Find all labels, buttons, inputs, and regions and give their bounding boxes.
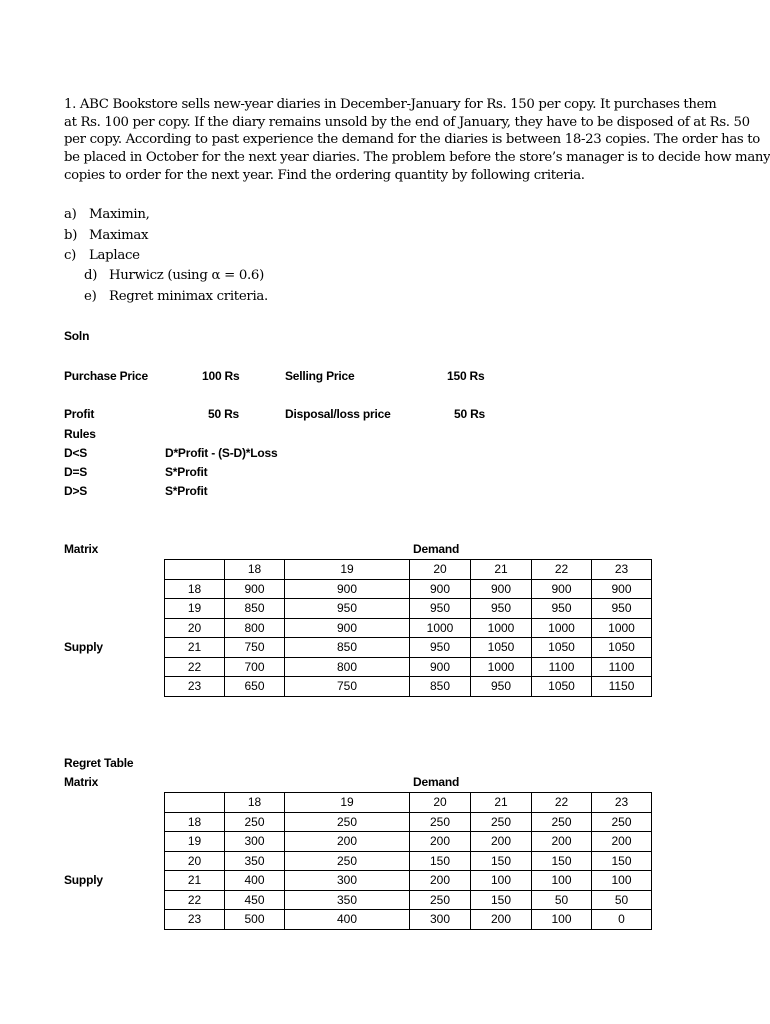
regret-table-title: Regret Table [64,756,134,770]
table-cell: 200 [410,871,471,891]
header-cell [165,793,225,813]
table-row [165,871,652,891]
table-cell: 100 [532,871,592,891]
table-cell: 850 [225,599,285,619]
table-row [165,890,652,910]
option-text: Maximax [89,228,149,243]
question-line: be placed in October for the next year diaries. The problem before the store’s manager is to decide how many [64,150,770,166]
table-row [165,657,652,677]
table-cell: 200 [592,832,652,852]
table-cell: 400 [225,871,285,891]
option-text: Maximin, [89,207,150,222]
option-a [64,207,150,222]
table-cell: 1150 [592,677,652,697]
selling-price-value: 150 Rs [447,369,485,383]
row-header-cell: 21 [165,871,225,891]
table-cell: 800 [225,618,285,638]
purchase-price-label: Purchase Price [64,369,148,383]
table-cell: 200 [285,832,410,852]
table-row [165,638,652,658]
table-cell: 100 [592,871,652,891]
table-cell: 150 [471,890,532,910]
profit-value: 50 Rs [208,407,240,421]
rules-heading: Rules [64,427,96,441]
header-cell: 23 [592,793,652,813]
header-cell: 23 [592,560,652,580]
table-cell: 750 [225,638,285,658]
row-header-cell: 20 [165,851,225,871]
table-cell: 1050 [532,638,592,658]
table-cell: 250 [471,812,532,832]
table-cell: 150 [592,851,652,871]
table-cell: 200 [471,910,532,930]
table-cell: 250 [532,812,592,832]
table-cell: 150 [471,851,532,871]
table-cell: 950 [285,599,410,619]
selling-price-label: Selling Price [285,369,355,383]
header-cell: 21 [471,793,532,813]
option-d [84,268,264,283]
rule-condition: D<S [64,446,88,460]
table-cell: 1000 [532,618,592,638]
row-header-cell: 21 [165,638,225,658]
header-cell [165,560,225,580]
question-paragraph [64,96,770,185]
header-cell: 18 [225,560,285,580]
table-cell: 350 [285,890,410,910]
table-cell: 750 [285,677,410,697]
table-cell: 250 [592,812,652,832]
demand-label: Demand [413,542,460,556]
table-row [165,618,652,638]
table-cell: 1100 [532,657,592,677]
disposal-price-value: 50 Rs [454,407,486,421]
header-cell: 22 [532,793,592,813]
question-line: copies to order for the next year. Find the ordering quantity by following criteria. [64,167,585,183]
table-cell: 1100 [592,657,652,677]
table-cell: 900 [532,579,592,599]
table-cell: 900 [471,579,532,599]
option-label: a) [64,207,77,222]
header-cell: 22 [532,560,592,580]
matrix-label: Matrix [64,775,99,789]
table-cell: 150 [532,851,592,871]
table-cell: 950 [410,638,471,658]
header-cell: 19 [285,793,410,813]
table-cell: 200 [410,832,471,852]
supply-label: Supply [64,873,103,887]
row-header-cell: 23 [165,910,225,930]
table-cell: 500 [225,910,285,930]
option-text: Laplace [89,248,140,263]
payoff-matrix-table [164,559,652,697]
table-cell: 700 [225,657,285,677]
table-row [165,812,652,832]
row-header-cell: 20 [165,618,225,638]
rule-formula: D*Profit - (S-D)*Loss [165,446,278,460]
supply-label: Supply [64,640,103,654]
option-b [64,228,148,243]
table-header-row [165,793,652,813]
rule-formula: S*Profit [165,484,208,498]
table-cell: 300 [285,871,410,891]
row-header-cell: 22 [165,890,225,910]
solution-heading: Soln [64,329,90,343]
header-cell: 20 [410,560,471,580]
header-cell: 18 [225,793,285,813]
table-cell: 350 [225,851,285,871]
demand-label: Demand [413,775,460,789]
rule-condition: D=S [64,465,88,479]
option-text: Hurwicz (using α = 0.6) [109,268,264,283]
table-cell: 950 [410,599,471,619]
table-cell: 850 [285,638,410,658]
table-cell: 250 [410,890,471,910]
table-cell: 100 [532,910,592,930]
row-header-cell: 18 [165,812,225,832]
table-cell: 100 [471,871,532,891]
option-label: e) [84,289,97,304]
table-cell: 1050 [532,677,592,697]
header-cell: 19 [285,560,410,580]
table-cell: 950 [532,599,592,619]
table-cell: 900 [225,579,285,599]
rule-formula: S*Profit [165,465,208,479]
table-cell: 300 [410,910,471,930]
table-cell: 900 [410,579,471,599]
row-header-cell: 22 [165,657,225,677]
row-header-cell: 23 [165,677,225,697]
table-cell: 950 [592,599,652,619]
table-cell: 50 [592,890,652,910]
table-cell: 0 [592,910,652,930]
table-cell: 300 [225,832,285,852]
table-cell: 900 [285,618,410,638]
table-cell: 1000 [471,618,532,638]
table-row [165,599,652,619]
question-line: per copy. According to past experience the demand for the diaries is between 18-23 copies. The order has to [64,132,760,148]
option-text: Regret minimax criteria. [109,289,268,304]
table-header-row [165,560,652,580]
table-row [165,851,652,871]
table-cell: 1000 [471,657,532,677]
table-cell: 400 [285,910,410,930]
regret-matrix-table [164,792,652,930]
table-cell: 900 [592,579,652,599]
table-cell: 950 [471,599,532,619]
table-cell: 1000 [410,618,471,638]
table-row [165,910,652,930]
table-cell: 950 [471,677,532,697]
table-cell: 900 [285,579,410,599]
table-row [165,832,652,852]
table-cell: 800 [285,657,410,677]
table-row [165,579,652,599]
table-cell: 250 [225,812,285,832]
table-cell: 900 [410,657,471,677]
table-cell: 250 [285,851,410,871]
table-cell: 1050 [471,638,532,658]
rule-condition: D>S [64,484,88,498]
header-cell: 21 [471,560,532,580]
question-line: at Rs. 100 per copy. If the diary remains unsold by the end of January, they have to be disposed of at Rs. 50 [64,114,750,130]
option-e [84,289,268,304]
purchase-price-value: 100 Rs [202,369,240,383]
question-line: 1. ABC Bookstore sells new-year diaries in December-January for Rs. 150 per copy. It purchases them [64,97,717,112]
table-row [165,677,652,697]
row-header-cell: 19 [165,599,225,619]
table-cell: 250 [410,812,471,832]
row-header-cell: 18 [165,579,225,599]
table-cell: 1050 [592,638,652,658]
table-cell: 150 [410,851,471,871]
option-label: d) [84,268,98,283]
row-header-cell: 19 [165,832,225,852]
table-cell: 450 [225,890,285,910]
table-cell: 250 [285,812,410,832]
table-cell: 200 [532,832,592,852]
disposal-price-label: Disposal/loss price [285,407,391,421]
header-cell: 20 [410,793,471,813]
table-cell: 200 [471,832,532,852]
profit-label: Profit [64,407,95,421]
table-cell: 1000 [592,618,652,638]
option-label: b) [64,228,78,243]
table-cell: 50 [532,890,592,910]
table-cell: 850 [410,677,471,697]
matrix-label: Matrix [64,542,99,556]
option-c [64,248,140,263]
table-cell: 650 [225,677,285,697]
option-label: c) [64,248,77,263]
